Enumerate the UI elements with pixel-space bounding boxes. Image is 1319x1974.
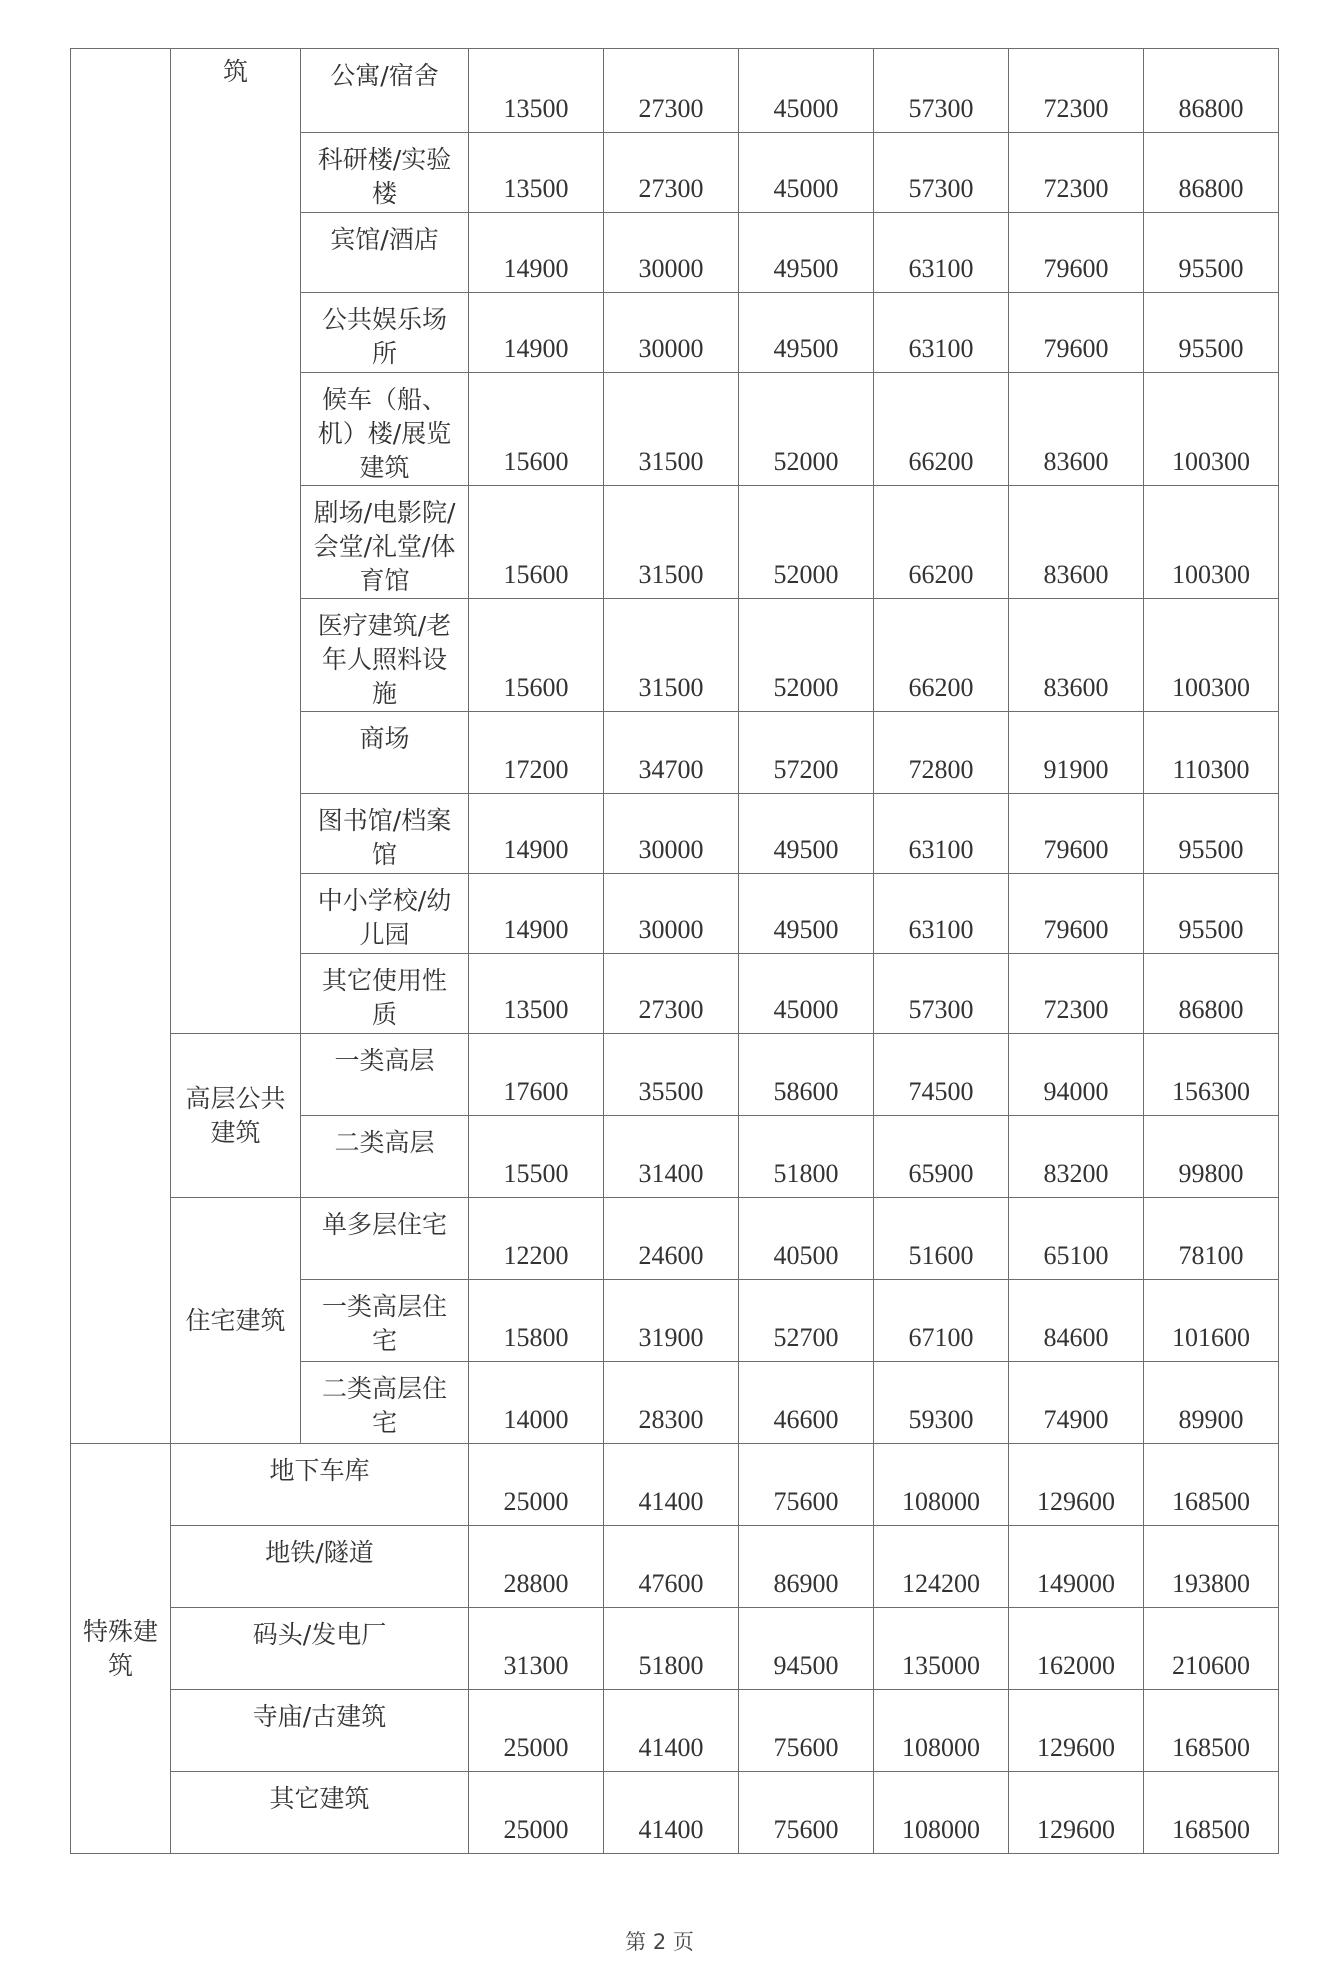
value-cell: 31500 — [604, 599, 739, 712]
building-type-label: 二类高层住宅 — [301, 1362, 469, 1444]
building-type-label: 剧场/电影院/会堂/礼堂/体育馆 — [301, 486, 469, 599]
value-cell: 49500 — [739, 794, 874, 874]
value-cell: 83600 — [1009, 599, 1144, 712]
value-cell: 66200 — [874, 486, 1009, 599]
building-type-label: 商场 — [301, 712, 469, 794]
building-type-label: 二类高层 — [301, 1116, 469, 1198]
value-cell: 63100 — [874, 794, 1009, 874]
value-cell: 17600 — [469, 1034, 604, 1116]
value-cell: 25000 — [469, 1690, 604, 1772]
value-cell: 79600 — [1009, 213, 1144, 293]
value-cell: 40500 — [739, 1198, 874, 1280]
value-cell: 15500 — [469, 1116, 604, 1198]
value-cell: 95500 — [1144, 794, 1279, 874]
table-row — [71, 1526, 1279, 1608]
value-cell: 94000 — [1009, 1034, 1144, 1116]
value-cell: 30000 — [604, 293, 739, 373]
building-type-label: 候车（船、机）楼/展览建筑 — [301, 373, 469, 486]
value-cell: 41400 — [604, 1690, 739, 1772]
value-cell: 100300 — [1144, 599, 1279, 712]
value-cell: 63100 — [874, 874, 1009, 954]
value-cell: 74900 — [1009, 1362, 1144, 1444]
value-cell: 149000 — [1009, 1526, 1144, 1608]
category-cell-blank — [71, 49, 171, 1444]
table-row — [71, 1690, 1279, 1772]
value-cell: 14900 — [469, 213, 604, 293]
value-cell: 79600 — [1009, 794, 1144, 874]
table-body — [71, 49, 1279, 1854]
category-cell-highrise-public: 高层公共建筑 — [171, 1034, 301, 1198]
category-cell-residential: 住宅建筑 — [171, 1198, 301, 1444]
value-cell: 124200 — [874, 1526, 1009, 1608]
value-cell: 75600 — [739, 1772, 874, 1854]
value-cell: 14900 — [469, 874, 604, 954]
value-cell: 15600 — [469, 373, 604, 486]
building-type-label: 科研楼/实验楼 — [301, 133, 469, 213]
value-cell: 30000 — [604, 874, 739, 954]
table-row — [71, 1034, 1279, 1116]
value-cell: 91900 — [1009, 712, 1144, 794]
value-cell: 27300 — [604, 133, 739, 213]
value-cell: 52000 — [739, 373, 874, 486]
value-cell: 100300 — [1144, 486, 1279, 599]
value-cell: 28300 — [604, 1362, 739, 1444]
value-cell: 59300 — [874, 1362, 1009, 1444]
value-cell: 41400 — [604, 1772, 739, 1854]
value-cell: 14000 — [469, 1362, 604, 1444]
value-cell: 168500 — [1144, 1690, 1279, 1772]
value-cell: 86800 — [1144, 954, 1279, 1034]
value-cell: 45000 — [739, 133, 874, 213]
value-cell: 47600 — [604, 1526, 739, 1608]
value-cell: 51800 — [739, 1116, 874, 1198]
building-type-label: 地铁/隧道 — [171, 1526, 469, 1608]
value-cell: 24600 — [604, 1198, 739, 1280]
value-cell: 89900 — [1144, 1362, 1279, 1444]
table-row — [71, 1198, 1279, 1280]
value-cell: 78100 — [1144, 1198, 1279, 1280]
value-cell: 41400 — [604, 1444, 739, 1526]
table-row — [71, 1608, 1279, 1690]
value-cell: 72300 — [1009, 133, 1144, 213]
value-cell: 79600 — [1009, 293, 1144, 373]
value-cell: 108000 — [874, 1690, 1009, 1772]
value-cell: 52000 — [739, 486, 874, 599]
building-type-label: 一类高层住宅 — [301, 1280, 469, 1362]
value-cell: 95500 — [1144, 213, 1279, 293]
value-cell: 51600 — [874, 1198, 1009, 1280]
value-cell: 83200 — [1009, 1116, 1144, 1198]
value-cell: 14900 — [469, 293, 604, 373]
value-cell: 51800 — [604, 1608, 739, 1690]
category-cell-public-building: 筑 — [171, 49, 301, 1034]
value-cell: 72300 — [1009, 954, 1144, 1034]
value-cell: 66200 — [874, 373, 1009, 486]
value-cell: 13500 — [469, 49, 604, 133]
value-cell: 108000 — [874, 1444, 1009, 1526]
building-type-label: 码头/发电厂 — [171, 1608, 469, 1690]
table-row — [71, 1772, 1279, 1854]
value-cell: 45000 — [739, 49, 874, 133]
value-cell: 66200 — [874, 599, 1009, 712]
value-cell: 72300 — [1009, 49, 1144, 133]
building-type-label: 宾馆/酒店 — [301, 213, 469, 293]
value-cell: 86900 — [739, 1526, 874, 1608]
value-cell: 83600 — [1009, 486, 1144, 599]
value-cell: 15800 — [469, 1280, 604, 1362]
value-cell: 65900 — [874, 1116, 1009, 1198]
value-cell: 28800 — [469, 1526, 604, 1608]
value-cell: 129600 — [1009, 1444, 1144, 1526]
building-type-label: 单多层住宅 — [301, 1198, 469, 1280]
value-cell: 46600 — [739, 1362, 874, 1444]
value-cell: 65100 — [1009, 1198, 1144, 1280]
value-cell: 210600 — [1144, 1608, 1279, 1690]
value-cell: 79600 — [1009, 874, 1144, 954]
value-cell: 101600 — [1144, 1280, 1279, 1362]
value-cell: 31900 — [604, 1280, 739, 1362]
value-cell: 49500 — [739, 213, 874, 293]
value-cell: 52700 — [739, 1280, 874, 1362]
value-cell: 31400 — [604, 1116, 739, 1198]
value-cell: 30000 — [604, 794, 739, 874]
value-cell: 58600 — [739, 1034, 874, 1116]
value-cell: 95500 — [1144, 874, 1279, 954]
value-cell: 13500 — [469, 133, 604, 213]
building-type-label: 地下车库 — [171, 1444, 469, 1526]
value-cell: 25000 — [469, 1444, 604, 1526]
value-cell: 63100 — [874, 293, 1009, 373]
value-cell: 49500 — [739, 874, 874, 954]
value-cell: 34700 — [604, 712, 739, 794]
value-cell: 31300 — [469, 1608, 604, 1690]
value-cell: 13500 — [469, 954, 604, 1034]
value-cell: 168500 — [1144, 1772, 1279, 1854]
fee-table — [70, 48, 1279, 1854]
value-cell: 30000 — [604, 213, 739, 293]
value-cell: 57300 — [874, 133, 1009, 213]
value-cell: 72800 — [874, 712, 1009, 794]
value-cell: 31500 — [604, 373, 739, 486]
value-cell: 57300 — [874, 954, 1009, 1034]
value-cell: 100300 — [1144, 373, 1279, 486]
building-type-label: 一类高层 — [301, 1034, 469, 1116]
value-cell: 75600 — [739, 1444, 874, 1526]
value-cell: 25000 — [469, 1772, 604, 1854]
value-cell: 15600 — [469, 486, 604, 599]
table-row — [71, 49, 1279, 133]
value-cell: 27300 — [604, 49, 739, 133]
building-type-label: 公共娱乐场所 — [301, 293, 469, 373]
value-cell: 63100 — [874, 213, 1009, 293]
value-cell: 49500 — [739, 293, 874, 373]
value-cell: 193800 — [1144, 1526, 1279, 1608]
value-cell: 108000 — [874, 1772, 1009, 1854]
table-row — [71, 1444, 1279, 1526]
building-type-label: 公寓/宿舍 — [301, 49, 469, 133]
category-cell-special: 特殊建筑 — [71, 1444, 171, 1854]
value-cell: 67100 — [874, 1280, 1009, 1362]
value-cell: 129600 — [1009, 1690, 1144, 1772]
value-cell: 17200 — [469, 712, 604, 794]
value-cell: 52000 — [739, 599, 874, 712]
value-cell: 156300 — [1144, 1034, 1279, 1116]
value-cell: 110300 — [1144, 712, 1279, 794]
value-cell: 31500 — [604, 486, 739, 599]
building-type-label: 中小学校/幼儿园 — [301, 874, 469, 954]
building-type-label: 医疗建筑/老年人照料设施 — [301, 599, 469, 712]
value-cell: 12200 — [469, 1198, 604, 1280]
value-cell: 84600 — [1009, 1280, 1144, 1362]
value-cell: 45000 — [739, 954, 874, 1034]
value-cell: 86800 — [1144, 49, 1279, 133]
building-type-label: 其它使用性质 — [301, 954, 469, 1034]
value-cell: 168500 — [1144, 1444, 1279, 1526]
value-cell: 135000 — [874, 1608, 1009, 1690]
value-cell: 57300 — [874, 49, 1009, 133]
building-type-label: 图书馆/档案馆 — [301, 794, 469, 874]
building-type-label: 其它建筑 — [171, 1772, 469, 1854]
value-cell: 74500 — [874, 1034, 1009, 1116]
value-cell: 27300 — [604, 954, 739, 1034]
value-cell: 129600 — [1009, 1772, 1144, 1854]
value-cell: 162000 — [1009, 1608, 1144, 1690]
page-number: 第 2 页 — [625, 1930, 694, 1954]
value-cell: 94500 — [739, 1608, 874, 1690]
value-cell: 57200 — [739, 712, 874, 794]
value-cell: 95500 — [1144, 293, 1279, 373]
value-cell: 35500 — [604, 1034, 739, 1116]
value-cell: 86800 — [1144, 133, 1279, 213]
building-type-label: 寺庙/古建筑 — [171, 1690, 469, 1772]
value-cell: 15600 — [469, 599, 604, 712]
value-cell: 83600 — [1009, 373, 1144, 486]
value-cell: 14900 — [469, 794, 604, 874]
value-cell: 75600 — [739, 1690, 874, 1772]
value-cell: 99800 — [1144, 1116, 1279, 1198]
